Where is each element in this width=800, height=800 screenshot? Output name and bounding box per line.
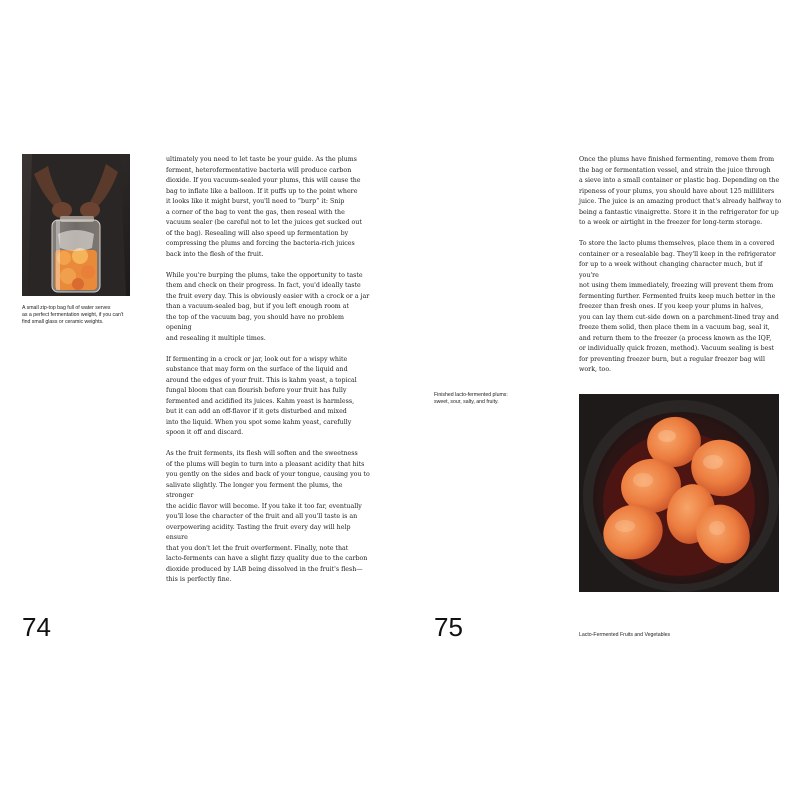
right-paragraph-1: Once the plums have finished fermenting, remove them from the bag or fermentation vessel, and strain the juice through a sieve into a small container or plastic bag. Depending on the ripeness of your plums, you should have about 125 milliliters juice. The juice is an amazing product that's already halfway to being a fantastic vinaigrette. Store it in the refrigerator for up to a week or airtight in the freezer for long-term storage. [579,156,782,226]
right-paragraph-2: To store the lacto plums themselves, place them in a covered container or a resealable bag. They'll keep in the refrigerator for up to a week without changing character much, but if you're not using them immediately, freezing will prevent them from fermenting further. Fermented fruits keep much better in the freezer than fresh ones. If you keep your plums in halves, you can lay them cut-side down on a parchment-lined tray and freeze them solid, then place them in a vacuum bag, seal it, and return them to the freezer (a process known as the IQF, or individually quick frozen, method). Vacuum sealing is best for preventing freezer burn, but a regular freezer bag will work, too. [579,240,779,373]
left-paragraph-3: If fermenting in a crock or jar, look out for a wispy white substance that may form on the surface of the liquid and around the edges of your fruit. This is kahm yeast, a topical fungal bloom that can flourish before your fruit has fully fermented and acidified its juices. Kahm yeast is harmless, but it can add an off-flavor if it gets disturbed and mixed into the liquid. When you spot some kahm yeast, carefully spoon it off and discard. [166,355,357,436]
left-body-text [166,155,371,596]
jar-photo-caption: A small zip-top bag full of water serves as a perfect fermentation weight, if you can't find small glass or ceramic weights. [22,305,124,325]
right-body-text [579,155,784,386]
left-paragraph-1: ultimately you need to let taste be your guide. As the plums ferment, heterofermentative bacteria will produce carbon dioxide. If you vacuum-sealed your plums, this will cause the bag to inflate like a balloon. If it puffs up to the point where it looks like it might burst, you'll need to “burp” it: Snip a corner of the bag to vent the gas, then reseal with the vacuum sealer (be careful not to let the juices get sucked out of the bag). Resealing will also speed up fermentation by compressing the plums and forcing the bacteria-rich juices back into the flesh of the fruit. [166,156,362,258]
plums-photo-caption: Finished lacto-fermented plums: sweet, sour, salty, and fruity. [434,392,508,405]
running-footer: Lacto-Fermented Fruits and Vegetables [579,632,671,638]
page-number-left: 74 [22,612,51,642]
left-paragraph-2: While you're burping the plums, take the opportunity to taste them and check on their progress. In fact, you'd ideally taste the fruit every day. This is obviously easier with a crock or a jar than a vacuum-sealed bag, but if you left enough room at the top of the vacuum bag, you should have no problem opening and resealing it multiple times. [166,271,370,342]
jar-photo [22,154,130,296]
left-paragraph-4: As the fruit ferments, its flesh will soften and the sweetness of the plums will begin to turn into a pleasant acidity that hits you gently on the sides and back of your tongue, causing you to salivate slightly. The longer you ferment the plums, the stronger the acidic flavor will become. If you take it too far, eventually you'll lose the character of the fruit and all you'll taste is an overpowering acidity. Tasting the fruit every day will help ensure that you don't let the fruit overferment. Finally, note that lacto-ferments can have a slight fizzy quality due to the carbon dioxide produced by LAB being dissolved in the fruit's flesh— this is perfectly fine. [166,450,370,583]
page-number-right: 75 [434,612,463,642]
plums-photo [579,394,779,592]
